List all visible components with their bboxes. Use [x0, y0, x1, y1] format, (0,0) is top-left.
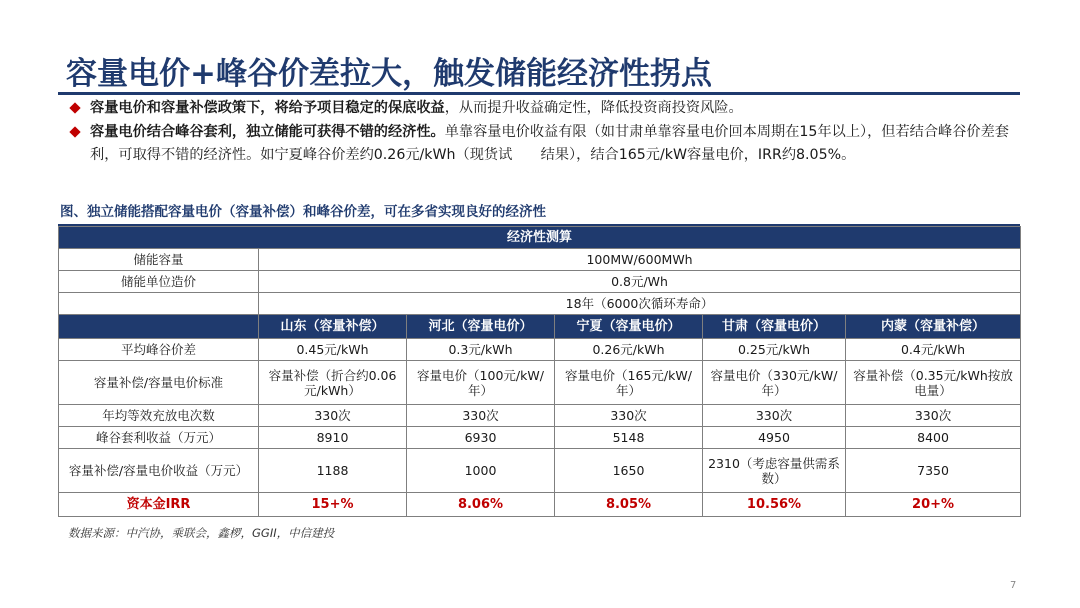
table-cell: 0.3元/kWh: [407, 339, 555, 361]
page-number: 7: [1010, 580, 1017, 591]
province-header: 甘肃（容量电价）: [703, 315, 846, 339]
table-cell: 容量电价（100元/kW/年）: [407, 361, 555, 405]
row-label: 平均峰谷价差: [59, 339, 259, 361]
table-cell: 2310（考虑容量供需系数）: [703, 449, 846, 493]
slide-title: 容量电价+峰谷价差拉大，触发储能经济性拐点: [66, 56, 712, 92]
table-row: [59, 339, 1021, 361]
table-cell: 4950: [703, 427, 846, 449]
irr-cell: 20+%: [846, 493, 1021, 517]
table-cell: 330次: [555, 405, 703, 427]
table-cell: 6930: [407, 427, 555, 449]
row-label: 容量补偿/容量电价收益（万元）: [59, 449, 259, 493]
header-corner: [59, 315, 259, 339]
table-cell: 容量电价（165元/kW/年）: [555, 361, 703, 405]
bullet-text: 单靠容量电价收益有限（如甘肃单靠容量电价回本周期在15年以上），但若结合峰谷价差套利，可取得不错的经济性。如宁夏峰谷价差约0.26元/kWh（现货试 结果），结合165元/kW容量电价，IRR约8.05%。: [90, 123, 1009, 163]
title-divider: [58, 92, 1020, 95]
table-cell: 0.4元/kWh: [846, 339, 1021, 361]
irr-cell: 8.05%: [555, 493, 703, 517]
table-cell: 330次: [703, 405, 846, 427]
table-title-row: [59, 227, 1021, 249]
table-row: [59, 249, 1021, 271]
bullet-bold-text: 容量电价和容量补偿政策下，将给予项目稳定的保底收益: [90, 100, 445, 116]
diamond-bullet-icon: [69, 102, 80, 113]
row-label: 年均等效充放电次数: [59, 405, 259, 427]
bullet-list: [68, 97, 1020, 168]
table-cell: 0.25元/kWh: [703, 339, 846, 361]
table-cell: 8910: [259, 427, 407, 449]
row-label: 储能容量: [59, 249, 259, 271]
row-label: 容量补偿/容量电价标准: [59, 361, 259, 405]
province-header: 宁夏（容量电价）: [555, 315, 703, 339]
bullet-bold-text: 容量电价结合峰谷套利，独立储能可获得不错的经济性。: [90, 123, 445, 140]
row-value: 0.8元/Wh: [259, 271, 1021, 293]
table-cell: 330次: [407, 405, 555, 427]
row-label: 储能单位造价: [59, 271, 259, 293]
table-row: [59, 271, 1021, 293]
table-cell: 8400: [846, 427, 1021, 449]
table-row: [59, 361, 1021, 405]
table-cell: 容量补偿（折合约0.06元/kWh）: [259, 361, 407, 405]
table-cell: 1188: [259, 449, 407, 493]
table-cell: 1650: [555, 449, 703, 493]
figure-caption: 图、独立储能搭配容量电价（容量补偿）和峰谷价差，可在多省实现良好的经济性: [60, 204, 546, 220]
bullet-item: [68, 97, 1020, 121]
table-cell: 容量电价（330元/kW/年）: [703, 361, 846, 405]
irr-row: [59, 493, 1021, 517]
province-header: 山东（容量补偿）: [259, 315, 407, 339]
province-header: 内蒙（容量补偿）: [846, 315, 1021, 339]
table-cell: 330次: [259, 405, 407, 427]
table-cell: 容量补偿（0.35元/kWh按放电量）: [846, 361, 1021, 405]
table-cell: 0.26元/kWh: [555, 339, 703, 361]
table-row: [59, 449, 1021, 493]
row-value: 18年（6000次循环寿命）: [259, 293, 1021, 315]
bullet-item: [68, 121, 1020, 168]
row-value: 100MW/600MWh: [259, 249, 1021, 271]
table-cell: 330次: [846, 405, 1021, 427]
bullet-text: ，从而提升收益确定性，降低投资商投资风险。: [444, 100, 743, 116]
data-source-note: 数据来源：中汽协，乘联会，鑫椤，GGII，中信建投: [68, 526, 335, 540]
table-row: [59, 293, 1021, 315]
irr-cell: 15+%: [259, 493, 407, 517]
row-label: 资本金IRR: [59, 493, 259, 517]
row-label: 峰谷套利收益（万元）: [59, 427, 259, 449]
diamond-bullet-icon: [69, 126, 80, 137]
irr-cell: 10.56%: [703, 493, 846, 517]
economics-table: [58, 226, 1021, 517]
table-row: [59, 405, 1021, 427]
irr-cell: 8.06%: [407, 493, 555, 517]
table-cell: 1000: [407, 449, 555, 493]
table-title: 经济性测算: [59, 227, 1021, 249]
province-header: 河北（容量电价）: [407, 315, 555, 339]
table-cell: 0.45元/kWh: [259, 339, 407, 361]
table-cell: 7350: [846, 449, 1021, 493]
province-header-row: [59, 315, 1021, 339]
table-cell: 5148: [555, 427, 703, 449]
row-label: [59, 293, 259, 315]
table-row: [59, 427, 1021, 449]
